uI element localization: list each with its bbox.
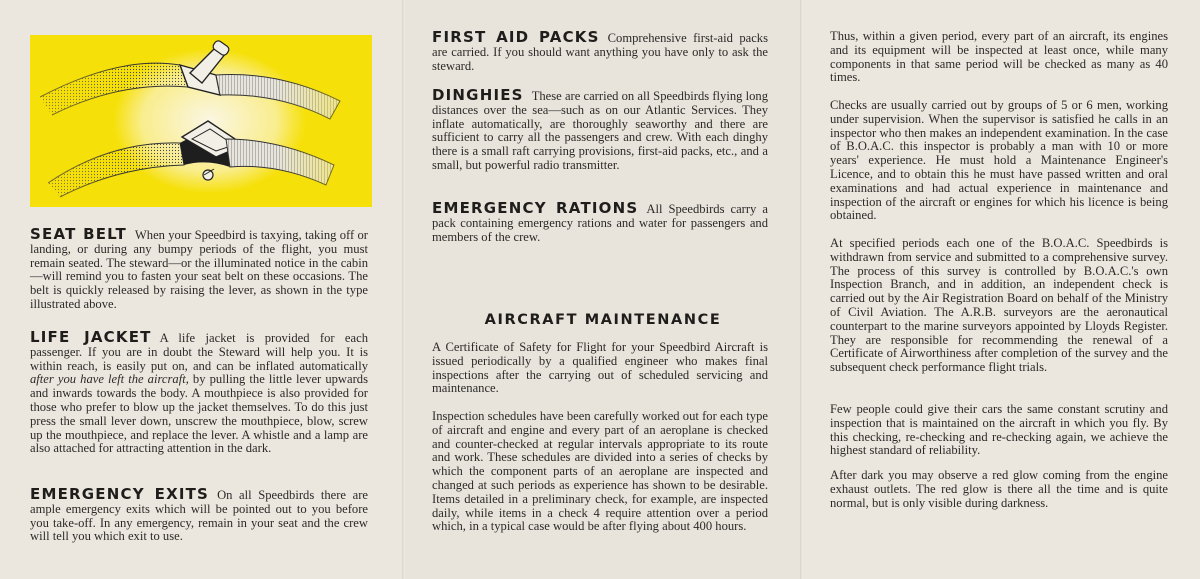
first-aid-heading: FIRST AID PACKS <box>432 28 600 46</box>
fold-line <box>800 0 803 579</box>
life-jacket-heading: LIFE JACKET <box>30 328 152 346</box>
maintenance-paragraph: Thus, within a given period, every part of an aircraft, its engines and its equipment will be inspected at least once, while many components in that same period will be checked as many as 40 times. <box>830 29 1168 85</box>
maintenance-paragraph: Checks are usually carried out by groups of 5 or 6 men, working under supervision. When the supervisor is satisfied he calls in an inspector who then makes an independent examination. In the case of B.O.A.C. this inspector is probably a man with 10 or more years' experience. He must hold a Maintenance Engineer's Licence, and to obtain this he must have passed written and oral examinations and had actual experience in maintenance and inspection of the aircraft or engines for which his licence is being obtained. <box>830 98 1168 223</box>
emergency-exits-heading: EMERGENCY EXITS <box>30 485 210 503</box>
dinghies-section <box>432 86 768 173</box>
emergency-rations-body: All Speedbirds carry a pack containing emergency rations and water for passengers and members of the crew. <box>432 202 768 244</box>
emergency-exits-section <box>30 485 368 544</box>
life-jacket-body-italic: after you have left the aircraft, <box>30 372 189 387</box>
seat-belt-heading: SEAT BELT <box>30 225 127 243</box>
seat-belt-body: When your Speedbird is taxying, taking off or landing, or during any bumpy periods of the flight, you must remain seated. The steward—or the illuminated notice in the cabin—will remind you to fasten your seat belt on these occasions. The belt is quickly released by raising the lever, as shown in the type illustrated above. <box>30 228 368 311</box>
first-aid-section <box>432 28 768 73</box>
seat-belt-section <box>30 225 368 312</box>
maintenance-paragraph: Few people could give their cars the same constant scrutiny and inspection that is maintained on the aircraft in which you fly. By this checking, re-checking and re-checking again, we achieve the highest standard of reliability. <box>830 402 1168 458</box>
dinghies-body: These are carried on all Speedbirds flying long distances over the sea—such as on our Atlantic Services. They inflate automatically, are thoroughly seaworthy and there are sufficient to carry all the passengers and crew. With each dinghy there is a small raft carrying provisions, first-aid packs, etc., and a small, but powerful radio transmitter. <box>432 89 768 172</box>
first-aid-body: Comprehensive first-aid packs are carried. If you should want anything you have only to ask the steward. <box>432 31 768 73</box>
maintenance-paragraph: At specified periods each one of the B.O.A.C. Speedbirds is withdrawn from service and submitted to a comprehensive survey. The process of this survey is controlled by B.O.A.C.'s own Inspection Branch, and in addition, an independent check is carried out by the Air Registration Board on behalf of the Ministry of Civil Aviation. The A.R.B. surveyors are the aeronautical counterpart to the marine surveyors appointed by Lloyds Register. They are responsible for recommending the renewal of a Certificate of Airworthiness after completion of the survey and the subsequent check performance flight trials. <box>830 236 1168 375</box>
fold-line <box>402 0 405 579</box>
dinghies-heading: DINGHIES <box>432 86 524 104</box>
emergency-rations-section <box>432 199 768 244</box>
life-jacket-section <box>30 328 368 456</box>
emergency-exits-body: On all Speedbirds there are ample emergency exits which will be pointed out to you before you take-off. In any emergency, remain in your seat and the crew will tell you which exit to use. <box>30 488 368 544</box>
maintenance-paragraph: Inspection schedules have been carefully worked out for each type of aircraft and engine and every part of an aeroplane is checked and counter-checked at regular intervals appropriate to its route and work. These schedules are divided into a series of checks by which the component parts of an aeroplane are inspected and changed at such periods as experience has shown to be desirable. Items detailed in a preliminary check, for example, are inspected daily, while items in a check 4 require attention over a period which, in a typical case would be after flying about 400 hours. <box>432 409 768 534</box>
maintenance-paragraph: A Certificate of Safety for Flight for your Speedbird Aircraft is issued periodically by a qualified engineer who makes final inspections after the carrying out of scheduled servicing and maintenance. <box>432 340 768 396</box>
aircraft-maintenance-heading: AIRCRAFT MAINTENANCE <box>484 312 722 328</box>
life-jacket-body-end: by pulling the little lever upwards and inwards towards the body. A mouthpiece is also provided for those who prefer to blow up the jacket themselves. To do this just press the small lever down, unscrew the mouthpiece, blow, screw up the mouthpiece, and replace the lever. A whistle and a lamp are also attached for attracting attention in the dark. <box>30 372 368 456</box>
life-jacket-body-start: A life jacket is provided for each passenger. If you are in doubt the Steward will help you. It is within reach, is easily put on, and can be inflated automatically <box>30 331 368 373</box>
seat-belt-buckle-illustration <box>30 35 372 207</box>
maintenance-paragraph: After dark you may observe a red glow coming from the engine exhaust outlets. The red glow is there all the time and is quite normal, but is only visible during darkness. <box>830 468 1168 510</box>
emergency-rations-heading: EMERGENCY RATIONS <box>432 199 639 217</box>
